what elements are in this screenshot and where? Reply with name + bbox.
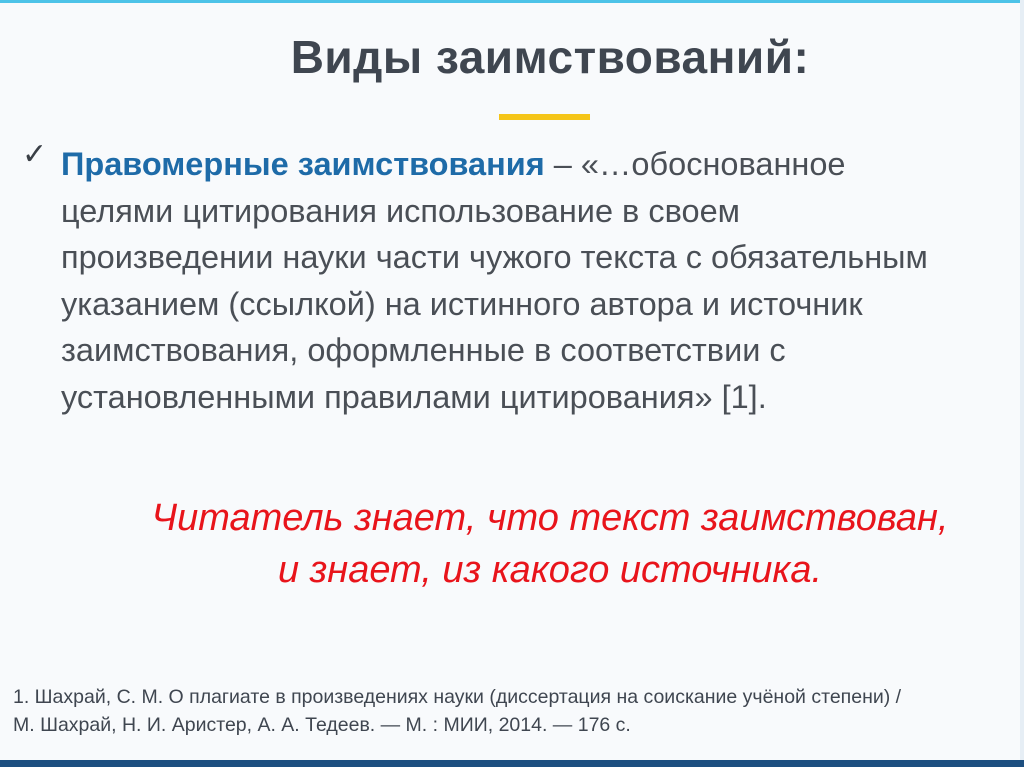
- callout-text: [0, 492, 1024, 596]
- callout-line-1: Читатель знает, что текст заимствован,: [151, 497, 949, 539]
- definition-term: Правомерные заимствования: [61, 146, 545, 182]
- definition-line-6: установленными правилами цитирования» [1].: [61, 378, 767, 415]
- bottom-accent-bar: [0, 760, 1024, 767]
- footnote-line-1: 1. Шахрай, С. М. О плагиате в произведениях науки (диссертация на соискание учёной степени) /: [13, 686, 902, 708]
- definition-line-3: произведении науки части чужого текста с обязательным: [61, 239, 928, 275]
- title-underline: [499, 114, 590, 120]
- footnote-line-2: М. Шахрай, Н. И. Аристер, А. А. Тедеев. — М. : МИИ, 2014. — 176 с.: [13, 714, 631, 736]
- callout-line-2: и знает, из какого источника.: [277, 549, 823, 591]
- slide-title: Виды заимствований:: [290, 31, 810, 83]
- definition-line-5: заимствования, оформленные в соответствии с: [61, 332, 786, 368]
- checkmark-icon: ✓: [22, 138, 48, 171]
- definition-paragraph: [61, 141, 1024, 420]
- definition-line-2: целями цитирования использование в своем: [61, 192, 740, 229]
- definition-line-4: указанием (ссылкой) на истинного автора и источник: [61, 285, 863, 322]
- top-accent-bar: [0, 0, 1024, 3]
- definition-line-1: [61, 141, 1024, 188]
- definition-line-1-rest: – «…обоснованное: [544, 146, 846, 182]
- footnote: [13, 683, 1024, 739]
